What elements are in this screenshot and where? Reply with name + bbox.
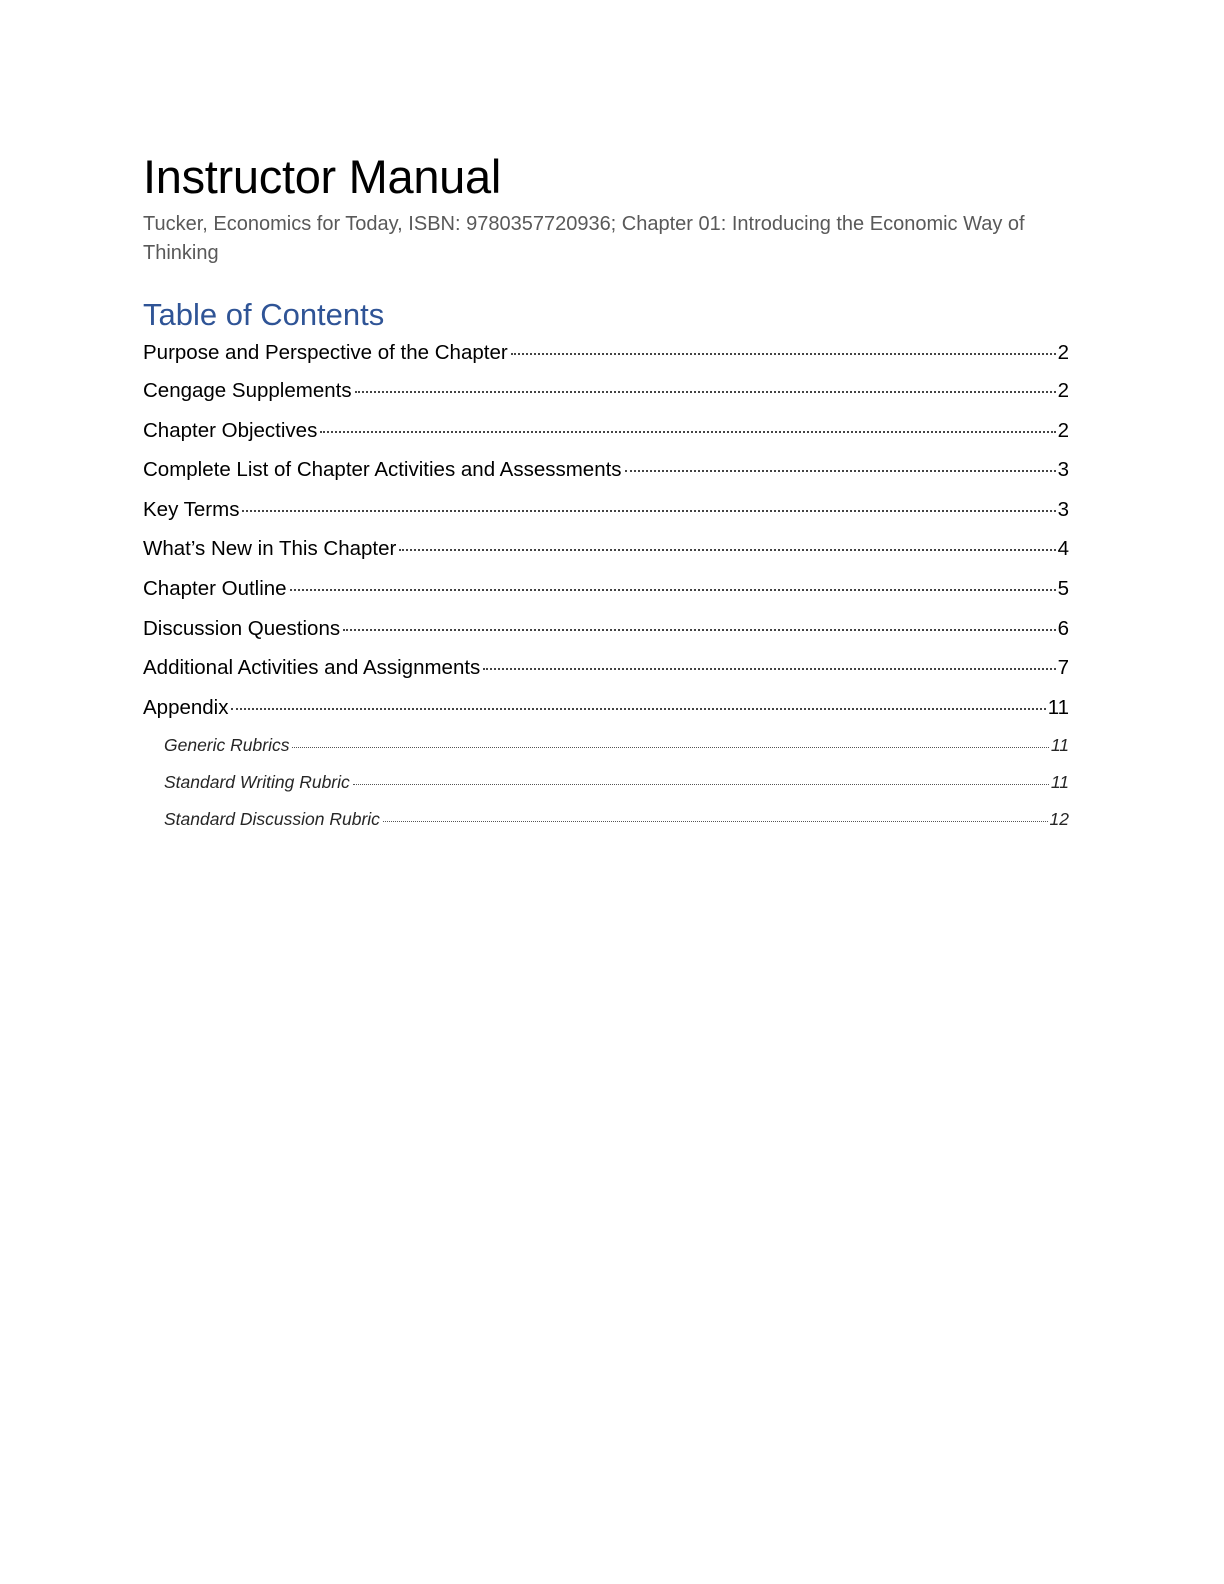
toc-entry-label: Standard Writing Rubric <box>164 771 350 792</box>
toc-entry-label: Chapter Objectives <box>143 418 318 442</box>
toc-entry-label: Key Terms <box>143 497 240 521</box>
toc-entry-page: 11 <box>1050 735 1069 756</box>
document-title: Instructor Manual <box>143 150 502 203</box>
toc-entry-whats-new[interactable] <box>143 529 1069 569</box>
toc-entry-additional-activities[interactable] <box>143 648 1069 688</box>
toc-dot-leader <box>343 608 1055 631</box>
toc-dot-leader <box>242 489 1055 512</box>
toc-entry-label: What’s New in This Chapter <box>143 537 397 561</box>
toc-entry-page: 5 <box>1057 576 1069 600</box>
toc-entry-chapter-outline[interactable] <box>143 569 1069 609</box>
toc-heading: Table of Contents <box>143 297 385 332</box>
toc-entry-activities-assessments[interactable] <box>143 450 1069 490</box>
toc-entry-label: Chapter Outline <box>143 576 287 600</box>
toc-entry-label: Additional Activities and Assignments <box>143 656 481 680</box>
toc-dot-leader <box>355 371 1056 394</box>
toc-entry-page: 11 <box>1050 771 1069 792</box>
toc-dot-leader <box>383 803 1048 822</box>
toc-entry-page: 3 <box>1057 497 1069 521</box>
toc-dot-leader <box>399 529 1055 552</box>
toc-entry-page: 6 <box>1057 616 1069 640</box>
toc-dot-leader <box>290 568 1056 591</box>
toc-entry-page: 7 <box>1057 656 1069 680</box>
toc-entry-chapter-objectives[interactable] <box>143 411 1069 451</box>
toc-entry-label: Complete List of Chapter Activities and Assessments <box>143 458 622 482</box>
toc-entry-page: 2 <box>1057 379 1069 402</box>
toc-entry-discussion-questions[interactable] <box>143 609 1069 649</box>
toc-subentry-standard-discussion-rubric[interactable] <box>143 801 1069 838</box>
toc-entry-page: 2 <box>1057 341 1069 364</box>
toc-subentry-standard-writing-rubric[interactable] <box>143 764 1069 801</box>
document-subtitle: Tucker, Economics for Today, ISBN: 9780357720936; Chapter 01: Introducing the Economic Way of Thinking <box>143 213 1025 264</box>
toc-dot-leader <box>231 687 1045 710</box>
toc-entry-label: Purpose and Perspective of the Chapter <box>143 341 508 364</box>
toc-entry-label: Standard Discussion Rubric <box>164 808 380 829</box>
toc-dot-leader <box>353 766 1049 785</box>
toc-dot-leader <box>625 450 1056 473</box>
toc-entry-label: Generic Rubrics <box>164 735 290 756</box>
toc-entry-label: Cengage Supplements <box>143 379 352 402</box>
toc-entry-key-terms[interactable] <box>143 490 1069 530</box>
toc-subentry-generic-rubrics[interactable] <box>143 727 1069 764</box>
toc-entry-page: 2 <box>1057 418 1069 442</box>
toc-entry-appendix[interactable] <box>143 688 1069 728</box>
toc-entry-label: Discussion Questions <box>143 616 341 640</box>
toc-entry-page: 12 <box>1049 808 1069 829</box>
toc-entry-purpose[interactable] <box>143 335 1069 371</box>
page-content <box>143 146 1069 837</box>
toc-entry-page: 11 <box>1047 695 1069 719</box>
toc-entry-label: Appendix <box>143 695 229 719</box>
toc-entry-page: 3 <box>1057 458 1069 482</box>
table-of-contents <box>143 335 1069 837</box>
toc-dot-leader <box>511 333 1056 356</box>
toc-dot-leader <box>320 410 1055 433</box>
toc-entry-cengage-supplements[interactable] <box>143 371 1069 411</box>
toc-dot-leader <box>292 730 1048 749</box>
toc-dot-leader <box>483 648 1055 671</box>
toc-entry-page: 4 <box>1057 537 1069 561</box>
